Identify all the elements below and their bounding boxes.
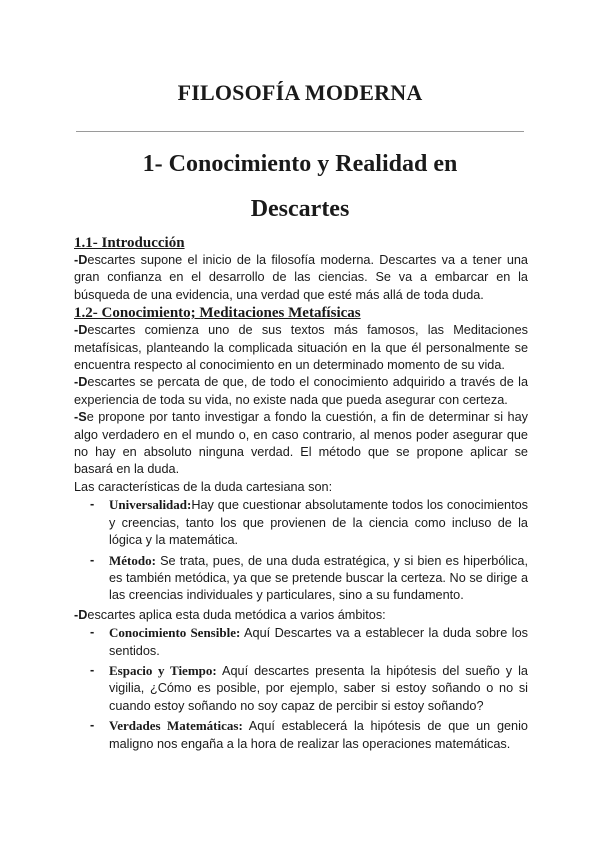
list-item-term: Conocimiento Sensible: <box>109 625 241 641</box>
chapter-title-line-2: Descartes <box>250 196 350 222</box>
paragraph-lead: -D <box>74 323 88 338</box>
paragraph-lead: -D <box>74 375 88 390</box>
paragraph-lead: -D <box>74 607 88 622</box>
paragraph-lead: -D <box>74 253 88 267</box>
list-item <box>90 496 528 549</box>
title-divider <box>76 131 524 132</box>
list-item-term: Método: <box>109 552 156 568</box>
bullet-dash: - <box>90 497 95 512</box>
list-item-text: Aquí establecerá la hipótesis de que un genio maligno nos engaña a la hora de realizar las operaciones matemáticas. <box>109 719 528 751</box>
paragraph <box>74 252 528 304</box>
chapter-title-line-1: 1- Conocimiento y Realidad en <box>142 151 458 177</box>
paragraph-text: escartes comienza uno de sus textos más famosos, las Meditaciones metafísicas, planteando la complicada situación en la que él personalmente se encuentra respecto al conocimiento en un determinado momento de su vida. <box>74 323 528 373</box>
list-item-text: Hay que cuestionar absolutamente todos los conocimientos y creencias, tanto los que provienen de la ciencia como incluso de la lógica y la matemática. <box>109 498 528 548</box>
paragraph <box>74 374 528 409</box>
paragraph-text: e propone por tanto investigar a fondo la cuestión, a fin de determinar si hay algo verdadero en el mundo o, en caso contrario, al menos poder asegurar que no hay en absoluto ninguna verdad. El método que se propone aplicar se basará en la duda. <box>74 410 528 477</box>
paragraph <box>74 607 528 624</box>
paragraph <box>74 409 528 479</box>
characteristics-list <box>90 496 528 604</box>
bullet-dash: - <box>90 662 95 677</box>
list-item-text: Aquí descartes presenta la hipótesis del sueño y la vigilia, ¿Cómo es posible, por ejemplo, saber si estoy soñando o no si cuando estoy soñando no soy capaz de percibir si estoy soñando? <box>109 663 528 713</box>
list-item-text: Se trata, pues, de una duda estratégica, y si bien es hiperbólica, es también metódica, ya que se pretende buscar la certeza. No se dirige a las creencias individuales y particulares, sino a su fundamento. <box>109 553 528 603</box>
paragraph <box>74 322 528 374</box>
list-item-term: Universalidad: <box>109 497 192 513</box>
areas-list <box>90 624 528 753</box>
list-item-text: Aquí Descartes va a establecer la duda sobre los sentidos. <box>109 626 528 658</box>
bullet-dash: - <box>90 718 95 733</box>
bullet-dash: - <box>90 552 95 567</box>
list-item <box>90 552 528 605</box>
document-title: FILOSOFÍA MODERNA <box>177 80 423 105</box>
list-item <box>90 717 528 753</box>
bullet-dash: - <box>90 625 95 640</box>
list-item-term: Espacio y Tiempo: <box>109 662 217 678</box>
section-heading-introduccion: 1.1- Introducción <box>74 235 185 251</box>
paragraph-text: escartes aplica esta duda metódica a varios ámbitos: <box>87 607 386 622</box>
paragraph-text: escartes supone el inicio de la filosofía moderna. Descartes va a tener una gran confianza en el desarrollo de las ciencias. Se va a embarcar en la búsqueda de una evidencia, una verdad que esté más allá de toda duda. <box>74 253 528 302</box>
paragraph-text: escartes se percata de que, de todo el conocimiento adquirido a través de la experiencia de toda su vida, no existe nada que pueda asegurar con certeza. <box>74 375 528 407</box>
section-heading-meditaciones: 1.2- Conocimiento; Meditaciones Metafísicas <box>74 305 361 322</box>
paragraph-lead: -S <box>74 410 87 425</box>
list-item <box>90 624 528 660</box>
characteristics-intro: Las características de la duda cartesiana son: <box>74 479 333 494</box>
list-item <box>90 662 528 715</box>
list-item-term: Verdades Matemáticas: <box>109 718 243 734</box>
document-body <box>74 234 528 755</box>
